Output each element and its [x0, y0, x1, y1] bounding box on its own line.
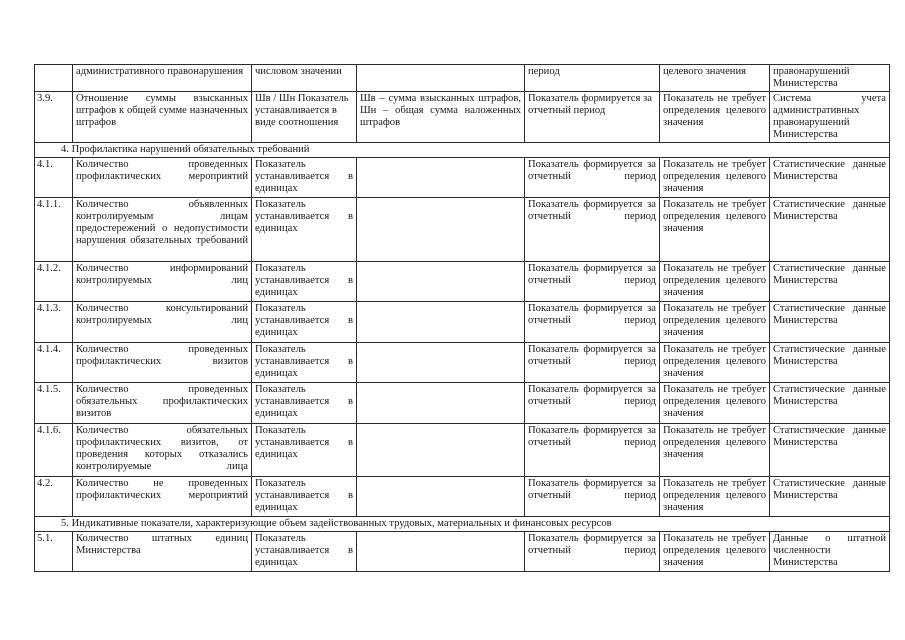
data-source: Статистические данные Министерства — [770, 383, 890, 424]
data-source: Система учета административных правонарушений Министерства — [770, 92, 890, 143]
target-value: Показатель не требует определения целевого значения — [660, 383, 770, 424]
target-value: Показатель не требует определения целевого значения — [660, 92, 770, 143]
table-row — [35, 383, 890, 424]
table-row — [35, 343, 890, 383]
formula-description — [357, 262, 525, 302]
calc-method: Шв / Шн Показатель устанавливается в виде соотношения — [252, 92, 357, 143]
period: Показатель формируется за отчетный период — [525, 343, 660, 383]
table-row — [35, 92, 890, 143]
row-number: 4.1.2. — [35, 262, 73, 302]
table-row — [35, 262, 890, 302]
target-value: целевого значения — [660, 65, 770, 92]
data-source: Статистические данные Министерства — [770, 302, 890, 343]
period: Показатель формируется за отчетный период — [525, 158, 660, 198]
target-value: Показатель не требует определения целевого значения — [660, 424, 770, 477]
calc-method: Показатель устанавливается в единицах — [252, 343, 357, 383]
target-value: Показатель не требует определения целевого значения — [660, 302, 770, 343]
indicator-name: Количество штатных единиц Министерства — [73, 532, 252, 572]
calc-method: числовом значении — [252, 65, 357, 92]
calc-method: Показатель устанавливается в единицах — [252, 424, 357, 477]
indicator-name: Количество проведенных профилактических мероприятий — [73, 158, 252, 198]
target-value: Показатель не требует определения целевого значения — [660, 477, 770, 517]
data-source: Статистические данные Министерства — [770, 424, 890, 477]
formula-description — [357, 198, 525, 262]
period: Показатель формируется за отчетный период — [525, 262, 660, 302]
calc-method: Показатель устанавливается в единицах — [252, 383, 357, 424]
target-value: Показатель не требует определения целевого значения — [660, 343, 770, 383]
calc-method: Показатель устанавливается в единицах — [252, 532, 357, 572]
indicators-table — [34, 64, 890, 572]
row-number — [35, 65, 73, 92]
period: Показатель формируется за отчетный период — [525, 477, 660, 517]
indicator-name: Количество информирований контролируемых лиц — [73, 262, 252, 302]
table-row — [35, 198, 890, 262]
data-source: правонарушений Министерства — [770, 65, 890, 92]
data-source: Данные о штатной численности Министерства — [770, 532, 890, 572]
calc-method: Показатель устанавливается в единицах — [252, 158, 357, 198]
formula-description — [357, 65, 525, 92]
formula-description — [357, 302, 525, 343]
formula-description — [357, 158, 525, 198]
indicator-name: Отношение суммы взысканных штрафов к общей сумме назначенных штрафов — [73, 92, 252, 143]
period: Показатель формируется за отчетный период — [525, 302, 660, 343]
data-source: Статистические данные Министерства — [770, 158, 890, 198]
calc-method: Показатель устанавливается в единицах — [252, 198, 357, 262]
row-number: 4.2. — [35, 477, 73, 517]
data-source: Статистические данные Министерства — [770, 477, 890, 517]
period: Показатель формируется за отчетный период — [525, 92, 660, 143]
period: Показатель формируется за отчетный период — [525, 383, 660, 424]
formula-description — [357, 424, 525, 477]
period: Показатель формируется за отчетный период — [525, 532, 660, 572]
target-value: Показатель не требует определения целевого значения — [660, 198, 770, 262]
section-row — [35, 143, 890, 158]
table-row — [35, 424, 890, 477]
data-source: Статистические данные Министерства — [770, 198, 890, 262]
calc-method: Показатель устанавливается в единицах — [252, 477, 357, 517]
calc-method: Показатель устанавливается в единицах — [252, 302, 357, 343]
section-row — [35, 517, 890, 532]
row-number: 5.1. — [35, 532, 73, 572]
row-number: 4.1. — [35, 158, 73, 198]
formula-description — [357, 383, 525, 424]
formula-description: Шв – сумма взысканных штрафов, Шн – общая сумма наложенных штрафов — [357, 92, 525, 143]
row-number: 4.1.4. — [35, 343, 73, 383]
indicator-name: Количество обязательных профилактических визитов, от проведения которых отказались контролируемые лица — [73, 424, 252, 477]
formula-description — [357, 477, 525, 517]
table-row — [35, 65, 890, 92]
row-number: 4.1.6. — [35, 424, 73, 477]
indicator-name: Количество проведенных профилактических визитов — [73, 343, 252, 383]
data-source: Статистические данные Министерства — [770, 343, 890, 383]
indicator-name: Количество проведенных обязательных профилактических визитов — [73, 383, 252, 424]
table-row — [35, 158, 890, 198]
period: период — [525, 65, 660, 92]
table-row — [35, 477, 890, 517]
period: Показатель формируется за отчетный период — [525, 198, 660, 262]
target-value: Показатель не требует определения целевого значения — [660, 158, 770, 198]
row-number: 3.9. — [35, 92, 73, 143]
formula-description — [357, 343, 525, 383]
table-row — [35, 302, 890, 343]
indicator-name: Количество объявленных контролируемым лицам предостережений о недопустимости нарушения обязательных требований — [73, 198, 252, 262]
target-value: Показатель не требует определения целевого значения — [660, 262, 770, 302]
document-page — [34, 64, 890, 572]
formula-description — [357, 532, 525, 572]
row-number: 4.1.3. — [35, 302, 73, 343]
section-heading: 4. Профилактика нарушений обязательных требований — [35, 143, 890, 158]
data-source: Статистические данные Министерства — [770, 262, 890, 302]
row-number: 4.1.1. — [35, 198, 73, 262]
indicator-name: административного правонарушения — [73, 65, 252, 92]
calc-method: Показатель устанавливается в единицах — [252, 262, 357, 302]
target-value: Показатель не требует определения целевого значения — [660, 532, 770, 572]
indicator-name: Количество не проведенных профилактических мероприятий — [73, 477, 252, 517]
period: Показатель формируется за отчетный период — [525, 424, 660, 477]
row-number: 4.1.5. — [35, 383, 73, 424]
table-row — [35, 532, 890, 572]
indicator-name: Количество консультирований контролируемых лиц — [73, 302, 252, 343]
section-heading: 5. Индикативные показатели, характеризующие объем задействованных трудовых, материальных и финансовых ресурсов — [35, 517, 890, 532]
